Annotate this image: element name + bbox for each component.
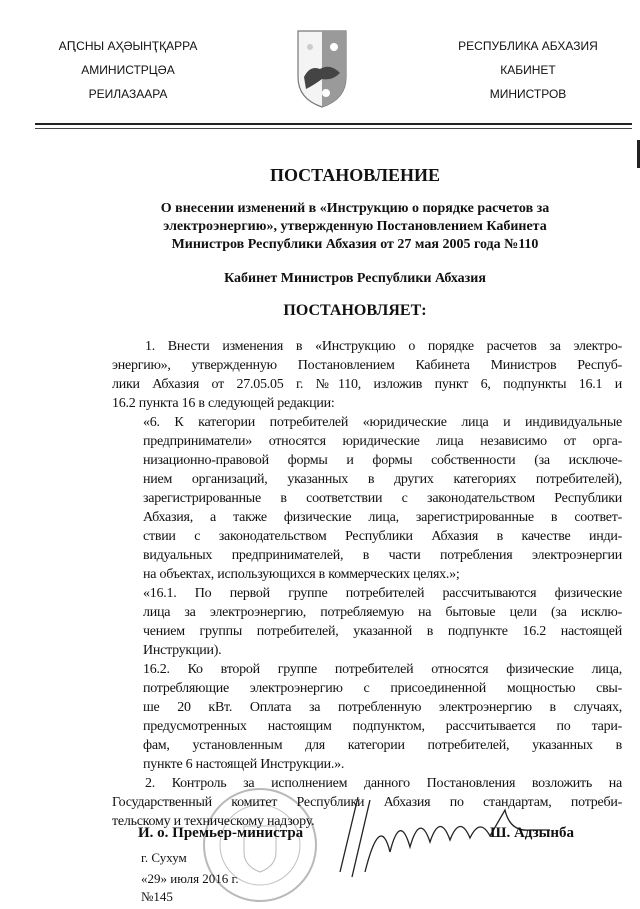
body-line: Абхазия, а также физические лица, зарегистрированные в соответ- bbox=[143, 510, 622, 525]
body-line: низационно-правовой формы и формы собственности (за исключе- bbox=[143, 453, 622, 468]
body-line: энергию», утвержденную Постановлением Кабинета Министров Респуб- bbox=[112, 358, 622, 373]
body-line: 1. Внести изменения в «Инструкцию о порядке расчетов за электро- bbox=[145, 339, 622, 354]
date: «29» июля 2016 г. bbox=[141, 871, 239, 886]
body-line: видуальных предпринимателей, в части потребления электроэнергии bbox=[143, 548, 622, 563]
body-line: 16.2 пункта 16 в следующей редакции: bbox=[112, 396, 335, 411]
letterhead-left bbox=[28, 34, 228, 106]
body-line: на объектах, использующихся в коммерческих целях.»; bbox=[143, 567, 460, 582]
body-line: «16.1. По первой группе потребителей рассчитываются физические bbox=[143, 586, 622, 601]
subtitle bbox=[90, 200, 620, 254]
subtitle-line: О внесении изменений в «Инструкцию о порядке расчетов за bbox=[160, 201, 550, 216]
body-line: пункте 6 настоящей Инструкции.». bbox=[143, 757, 345, 772]
letterhead-right-line: МИНИСТРОВ bbox=[489, 87, 567, 101]
body-line: Инструкции). bbox=[143, 643, 222, 658]
letterhead-right bbox=[428, 34, 628, 106]
subtitle-line: Министров Республики Абхазия от 27 мая 2005 года №110 bbox=[171, 237, 539, 252]
header-rule bbox=[35, 123, 632, 125]
issuer: Кабинет Министров Республики Абхазия bbox=[224, 271, 486, 286]
body-line: предусмотренных настоящим подпунктом, рассчитывается по тари- bbox=[143, 719, 622, 734]
emblem-icon bbox=[296, 29, 348, 109]
body-line: 16.2. Ко второй группе потребителей относятся физические лица, bbox=[143, 662, 622, 677]
body-line: предприниматели» относятся юридические лица независимо от орга- bbox=[143, 434, 622, 449]
body-line: «6. К категории потребителей «юридические лица и индивидуальные bbox=[143, 415, 622, 430]
body-line: тельскому и техническому надзору. bbox=[112, 814, 315, 829]
body-line: зарегистрированные в соответствии с законодательством Республики bbox=[143, 491, 622, 506]
body-line: ствии с законодательством Республики Абхазия в качестве инди- bbox=[143, 529, 622, 544]
body-line: лица за электроэнергию, потребляемую на бытовые цели (за исклю- bbox=[143, 605, 622, 620]
decree-word: ПОСТАНОВЛЯЕТ: bbox=[283, 302, 427, 319]
signatory-position: И. о. Премьер-министра bbox=[138, 825, 304, 841]
document-title: ПОСТАНОВЛЕНИЕ bbox=[269, 165, 441, 185]
body-line: лики Абхазия от 27.05.05 г. №110, изложив пункт 6, подпункты 16.1 и bbox=[112, 377, 622, 392]
letterhead-right-line: КАБИНЕТ bbox=[500, 63, 556, 77]
letterhead-right-line: РЕСПУБЛИКА АБХАЗИЯ bbox=[458, 39, 598, 53]
letterhead-left-line: АԤСНЫ АҲӘЫНҬҚАРРА bbox=[58, 39, 198, 53]
letterhead-left-line: РЕИЛАЗААРА bbox=[88, 87, 168, 101]
body-line: нием организаций, указанных в других категориях потребителей), bbox=[143, 472, 622, 487]
body-line: ше 20 кВт. Оплата за потребленную электроэнергию в случаях, bbox=[143, 700, 622, 715]
body-line: 2. Контроль за исполнением данного Постановления возложить на bbox=[145, 776, 622, 791]
body-line: фам, установленным для категории потребителей, указанных в bbox=[143, 738, 622, 753]
body-line: чением группы потребителей, указанной в подпункте 16.2 настоящей bbox=[143, 624, 622, 639]
letterhead-left-line: АМИНИСТРЦӘА bbox=[81, 63, 175, 77]
city: г. Сухум bbox=[141, 850, 187, 865]
decree-number: №145 bbox=[141, 889, 173, 904]
body-line: потребляющие электроэнергию с присоединенной мощностью свы- bbox=[143, 681, 622, 696]
header-rule-thin bbox=[35, 128, 632, 129]
subtitle-line: электроэнергию», утвержденную Постановлением Кабинета bbox=[163, 219, 547, 234]
body-line: Государственный комитет Республики Абхазия по стандартам, потреби- bbox=[112, 795, 622, 810]
signatory-name: Ш. Адзынба bbox=[490, 825, 574, 841]
